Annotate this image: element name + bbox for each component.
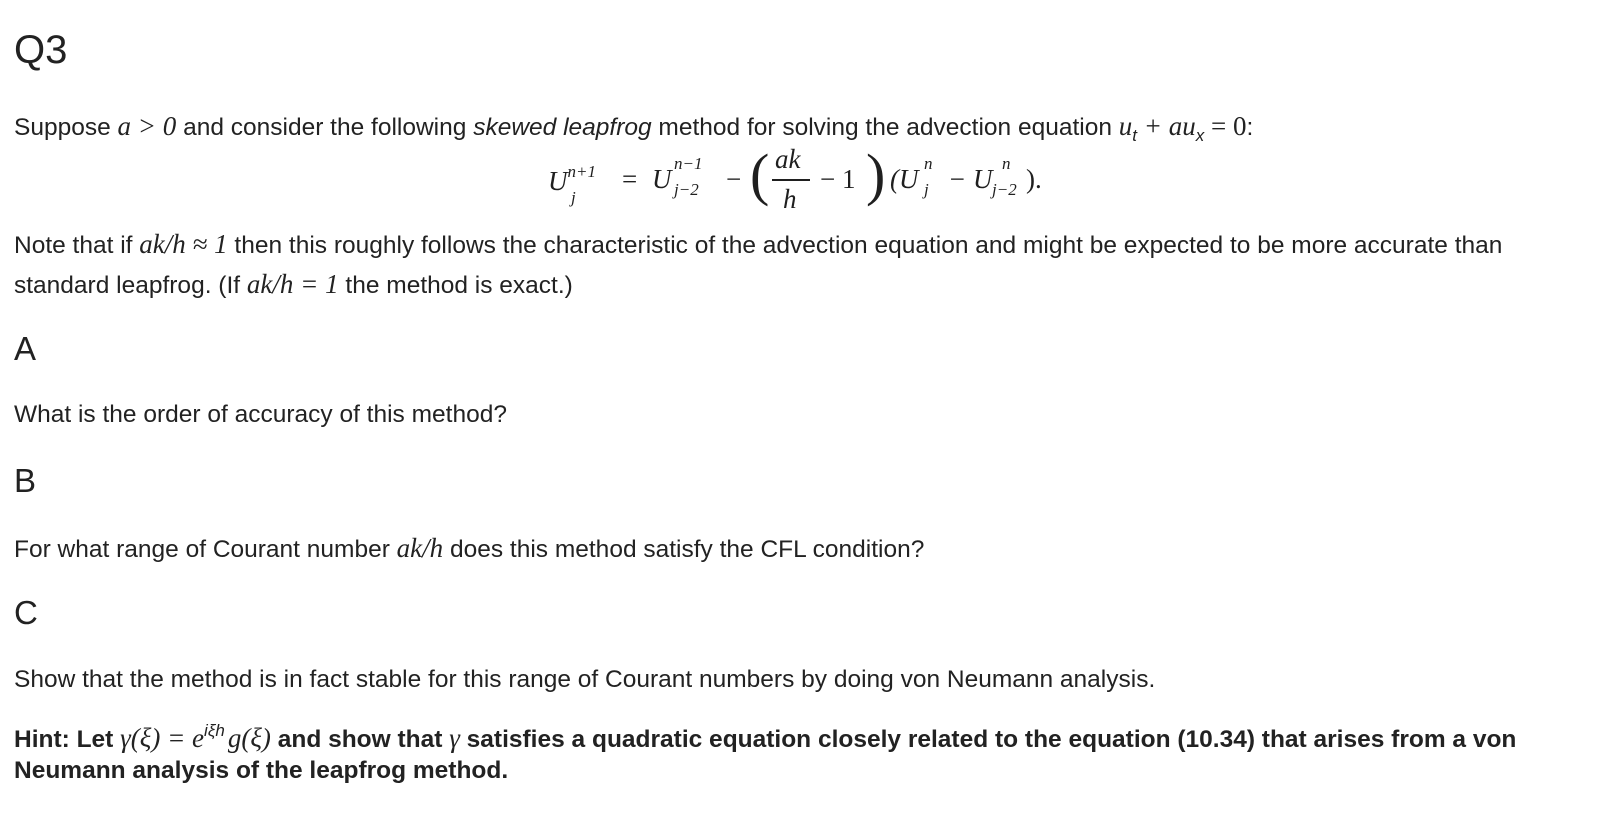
- eq-rhs-sup: n−1: [674, 154, 703, 173]
- intro-italic-term: skewed leapfrog: [473, 114, 652, 141]
- intro-math-au-sub: x: [1195, 126, 1205, 145]
- eq-group-minus: − U: [948, 164, 993, 194]
- intro-text-4: method for solving the advection equation: [651, 114, 1119, 141]
- note-text-1a: Note that if: [14, 232, 140, 259]
- hint-math-gamma-eq: γ(ξ) = e: [120, 723, 205, 753]
- eq-lhs-sub: j: [571, 188, 576, 207]
- eq-minus: −: [726, 164, 742, 194]
- eq-minus-one: − 1: [820, 164, 856, 194]
- eq-rhs-sub: j−2: [674, 180, 699, 199]
- eq-lhs-sup: n+1: [567, 162, 596, 181]
- part-a-heading: A: [14, 330, 37, 367]
- intro-math-1: a > 0: [117, 111, 177, 141]
- eq-group-sub: j: [924, 180, 929, 199]
- intro-math-au: + au: [1137, 111, 1196, 141]
- hint-math-gamma: γ: [449, 723, 460, 753]
- part-b-text-b: does this method satisfy the CFL condition?: [443, 536, 925, 563]
- eq-right-paren-big: ): [866, 142, 886, 207]
- eq-rhs-U: U: [652, 164, 672, 194]
- part-a-text: What is the order of accuracy of this method?: [14, 401, 507, 428]
- note-text-2b: the method is exact.): [338, 272, 573, 299]
- intro-math-u-sub: t: [1132, 126, 1138, 145]
- intro-text-2: and consider the following: [176, 114, 474, 141]
- intro-text-1: Suppose: [14, 114, 118, 141]
- eq-left-paren-big: (: [750, 142, 770, 207]
- note-text-2a: standard leapfrog. (If: [14, 272, 247, 299]
- hint-math-g: g(ξ): [227, 723, 271, 753]
- hint-text-c: satisfies a quadratic equation closely related to the equation (10.34) that arises from a von: [459, 726, 1517, 753]
- part-b-heading: B: [14, 462, 37, 499]
- eq-frac-bar: [772, 179, 810, 181]
- part-b-math: ak/h: [396, 533, 444, 563]
- eq-end: ).: [1026, 164, 1042, 194]
- note-math-2: ak/h = 1: [246, 269, 339, 299]
- eq-group-sup: n: [924, 154, 933, 173]
- intro-math-u: u: [1118, 111, 1133, 141]
- note-line-1: [14, 224, 1502, 266]
- note-line-2: [14, 264, 573, 306]
- part-c-heading: C: [14, 594, 38, 631]
- note-text-1b: then this roughly follows the characteristic of the advection equation and might be expected to be more accurate than: [227, 232, 1503, 259]
- eq-equals: =: [622, 164, 638, 194]
- part-b-text-a: For what range of Courant number: [14, 536, 397, 563]
- note-math-1: ak/h ≈ 1: [139, 229, 228, 259]
- question-title: Q3: [14, 28, 68, 72]
- eq-group2-sub: j−2: [992, 180, 1017, 199]
- intro-math-eq0: = 0: [1204, 111, 1247, 141]
- hint-text-a: Hint: Let: [14, 726, 121, 753]
- hint-text-b: and show that: [270, 726, 450, 753]
- eq-frac-num: ak: [775, 144, 801, 174]
- intro-colon: :: [1246, 114, 1254, 141]
- intro-paragraph: [14, 106, 1253, 156]
- part-c-text: Show that the method is in fact stable for this range of Courant numbers by doing von Neumann analysis.: [14, 666, 1156, 693]
- hint-line-2: Neumann analysis of the leapfrog method.: [14, 757, 509, 784]
- eq-group2-sup: n: [1002, 154, 1011, 173]
- hint-math-exp: iξh: [204, 721, 225, 740]
- eq-frac-den: h: [783, 184, 797, 214]
- eq-group-open: (U: [890, 164, 919, 194]
- part-b-text: [14, 528, 924, 570]
- eq-lhs-U: U: [548, 166, 568, 196]
